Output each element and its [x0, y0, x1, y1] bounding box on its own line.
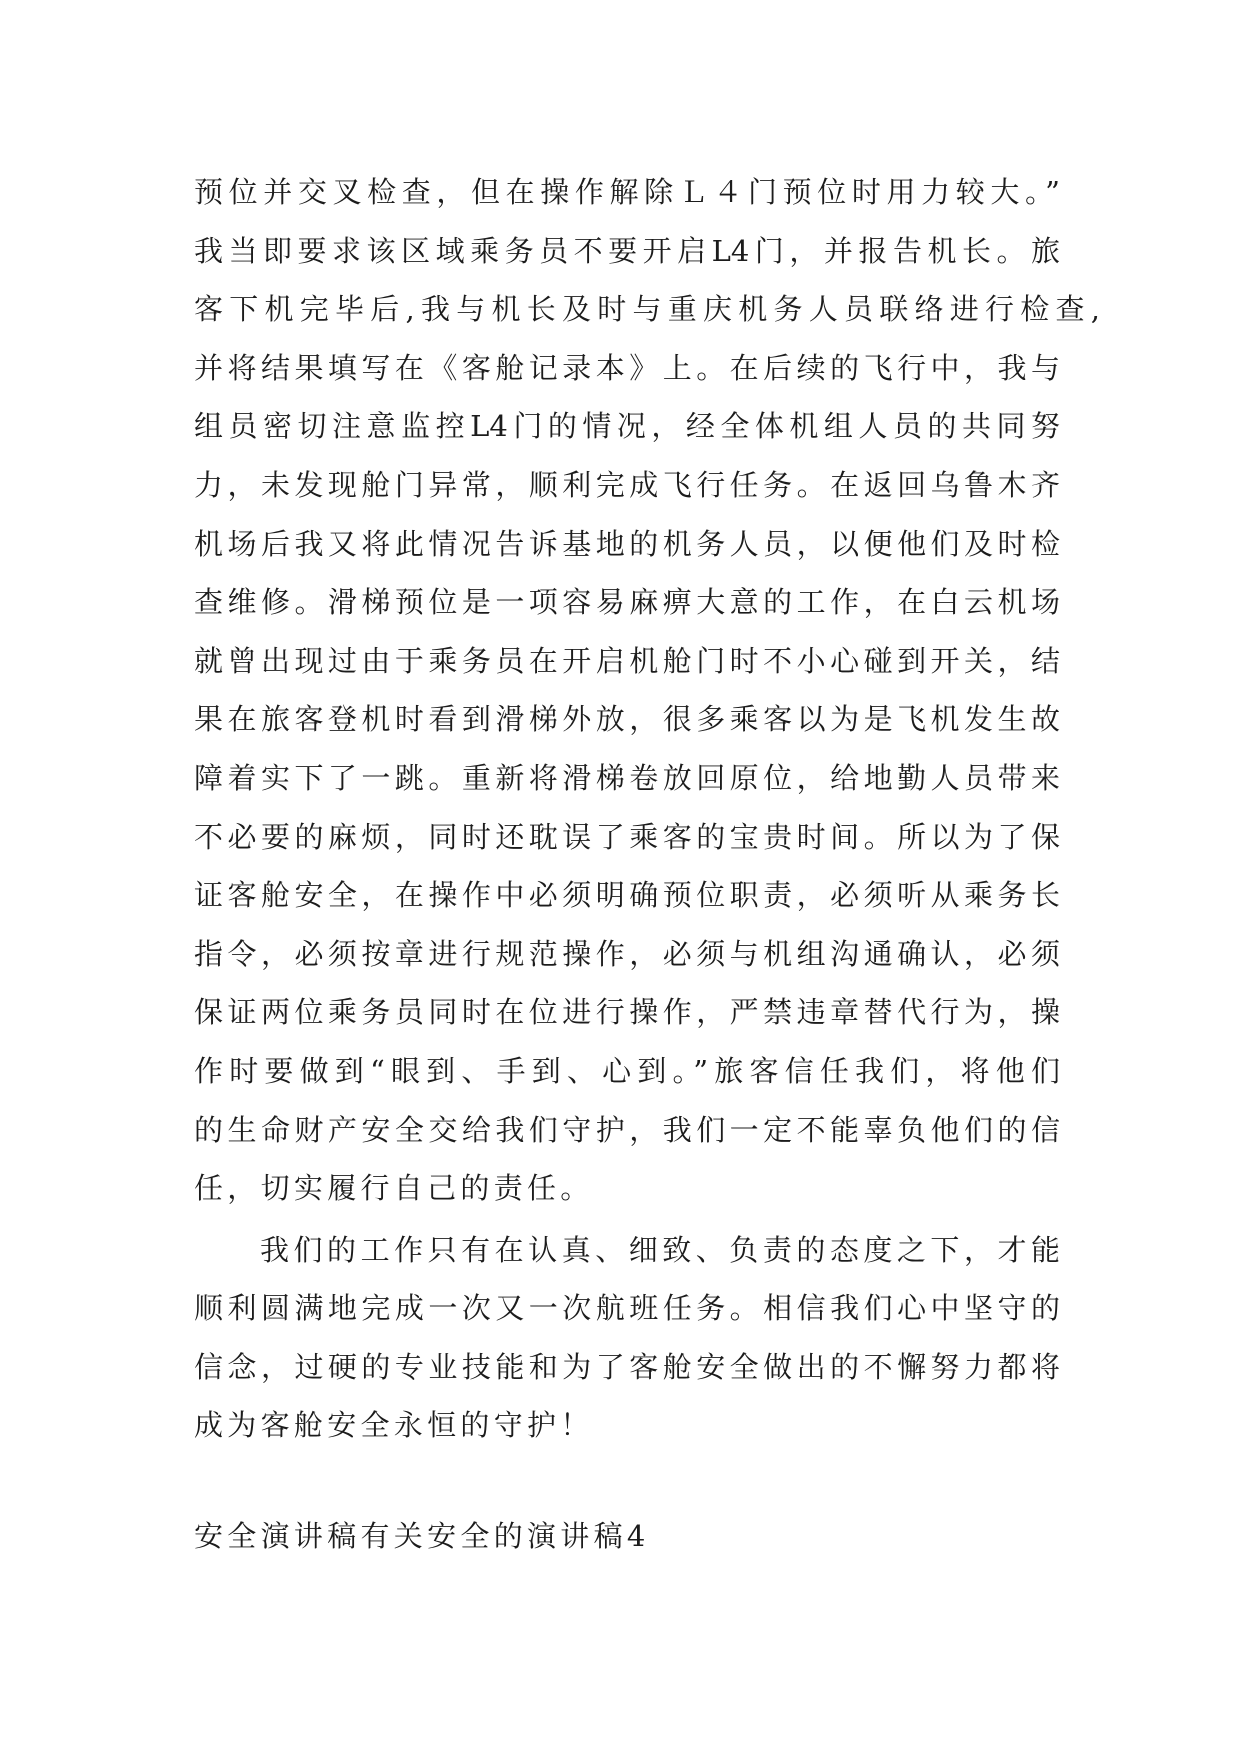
- paragraph-line: 机场后我又将此情况告诉基地的机务人员，以便他们及时检: [194, 526, 1060, 561]
- paragraph-line: 我当即要求该区域乘务员不要开启L4门，并报告机长。旅: [194, 233, 1060, 268]
- paragraph-line: 证客舱安全，在操作中必须明确预位职责，必须听从乘务长: [194, 878, 1060, 913]
- paragraph-line: 不必要的麻烦，同时还耽误了乘客的宝贵时间。所以为了保: [194, 819, 1060, 854]
- paragraph-line: 查维修。滑梯预位是一项容易麻痹大意的工作，在白云机场: [194, 585, 1060, 620]
- paragraph-line: 信念，过硬的专业技能和为了客舱安全做出的不懈努力都将: [194, 1349, 1060, 1384]
- paragraph-line: 客下机完毕后,我与机长及时与重庆机务人员联络进行检查,: [194, 292, 1100, 327]
- paragraph-line: 成为客舱安全永恒的守护！: [194, 1408, 594, 1443]
- paragraph-line: 我们的工作只有在认真、细致、负责的态度之下，才能: [260, 1232, 1060, 1267]
- paragraph-line: 组员密切注意监控L4门的情况，经全体机组人员的共同努: [194, 409, 1060, 444]
- paragraph-line: 障着实下了一跳。重新将滑梯卷放回原位，给地勤人员带来: [194, 760, 1060, 795]
- paragraph-line: 就曾出现过由于乘务员在开启机舱门时不小心碰到开关，结: [194, 643, 1060, 678]
- paragraph-line: 任，切实履行自己的责任。: [194, 1171, 594, 1206]
- section-heading: 安全演讲稿有关安全的演讲稿4: [194, 1519, 650, 1553]
- paragraph-line: 力，未发现舱门异常，顺利完成飞行任务。在返回乌鲁木齐: [194, 467, 1060, 502]
- paragraph-line: 指令，必须按章进行规范操作，必须与机组沟通确认，必须: [194, 936, 1060, 971]
- paragraph-line: 并将结果填写在《客舱记录本》上。在后续的飞行中，我与: [194, 350, 1060, 385]
- paragraph-line: 果在旅客登机时看到滑梯外放，很多乘客以为是飞机发生故: [194, 702, 1060, 737]
- paragraph-line: 作时要做到“眼到、手到、心到。”旅客信任我们，将他们: [194, 1053, 1060, 1088]
- continued-paragraph: [194, 163, 1100, 1218]
- paragraph-line: 保证两位乘务员同时在位进行操作，严禁违章替代行为，操: [194, 995, 1060, 1030]
- closing-paragraph: [194, 1221, 1060, 1455]
- paragraph-line: 顺利圆满地完成一次又一次航班任务。相信我们心中坚守的: [194, 1291, 1060, 1326]
- paragraph-line: 的生命财产安全交给我们守护，我们一定不能辜负他们的信: [194, 1112, 1060, 1147]
- body-text: [194, 163, 1100, 1455]
- paragraph-line: 预位并交叉检查，但在操作解除Ｌ４门预位时用力较大。”: [194, 175, 1060, 209]
